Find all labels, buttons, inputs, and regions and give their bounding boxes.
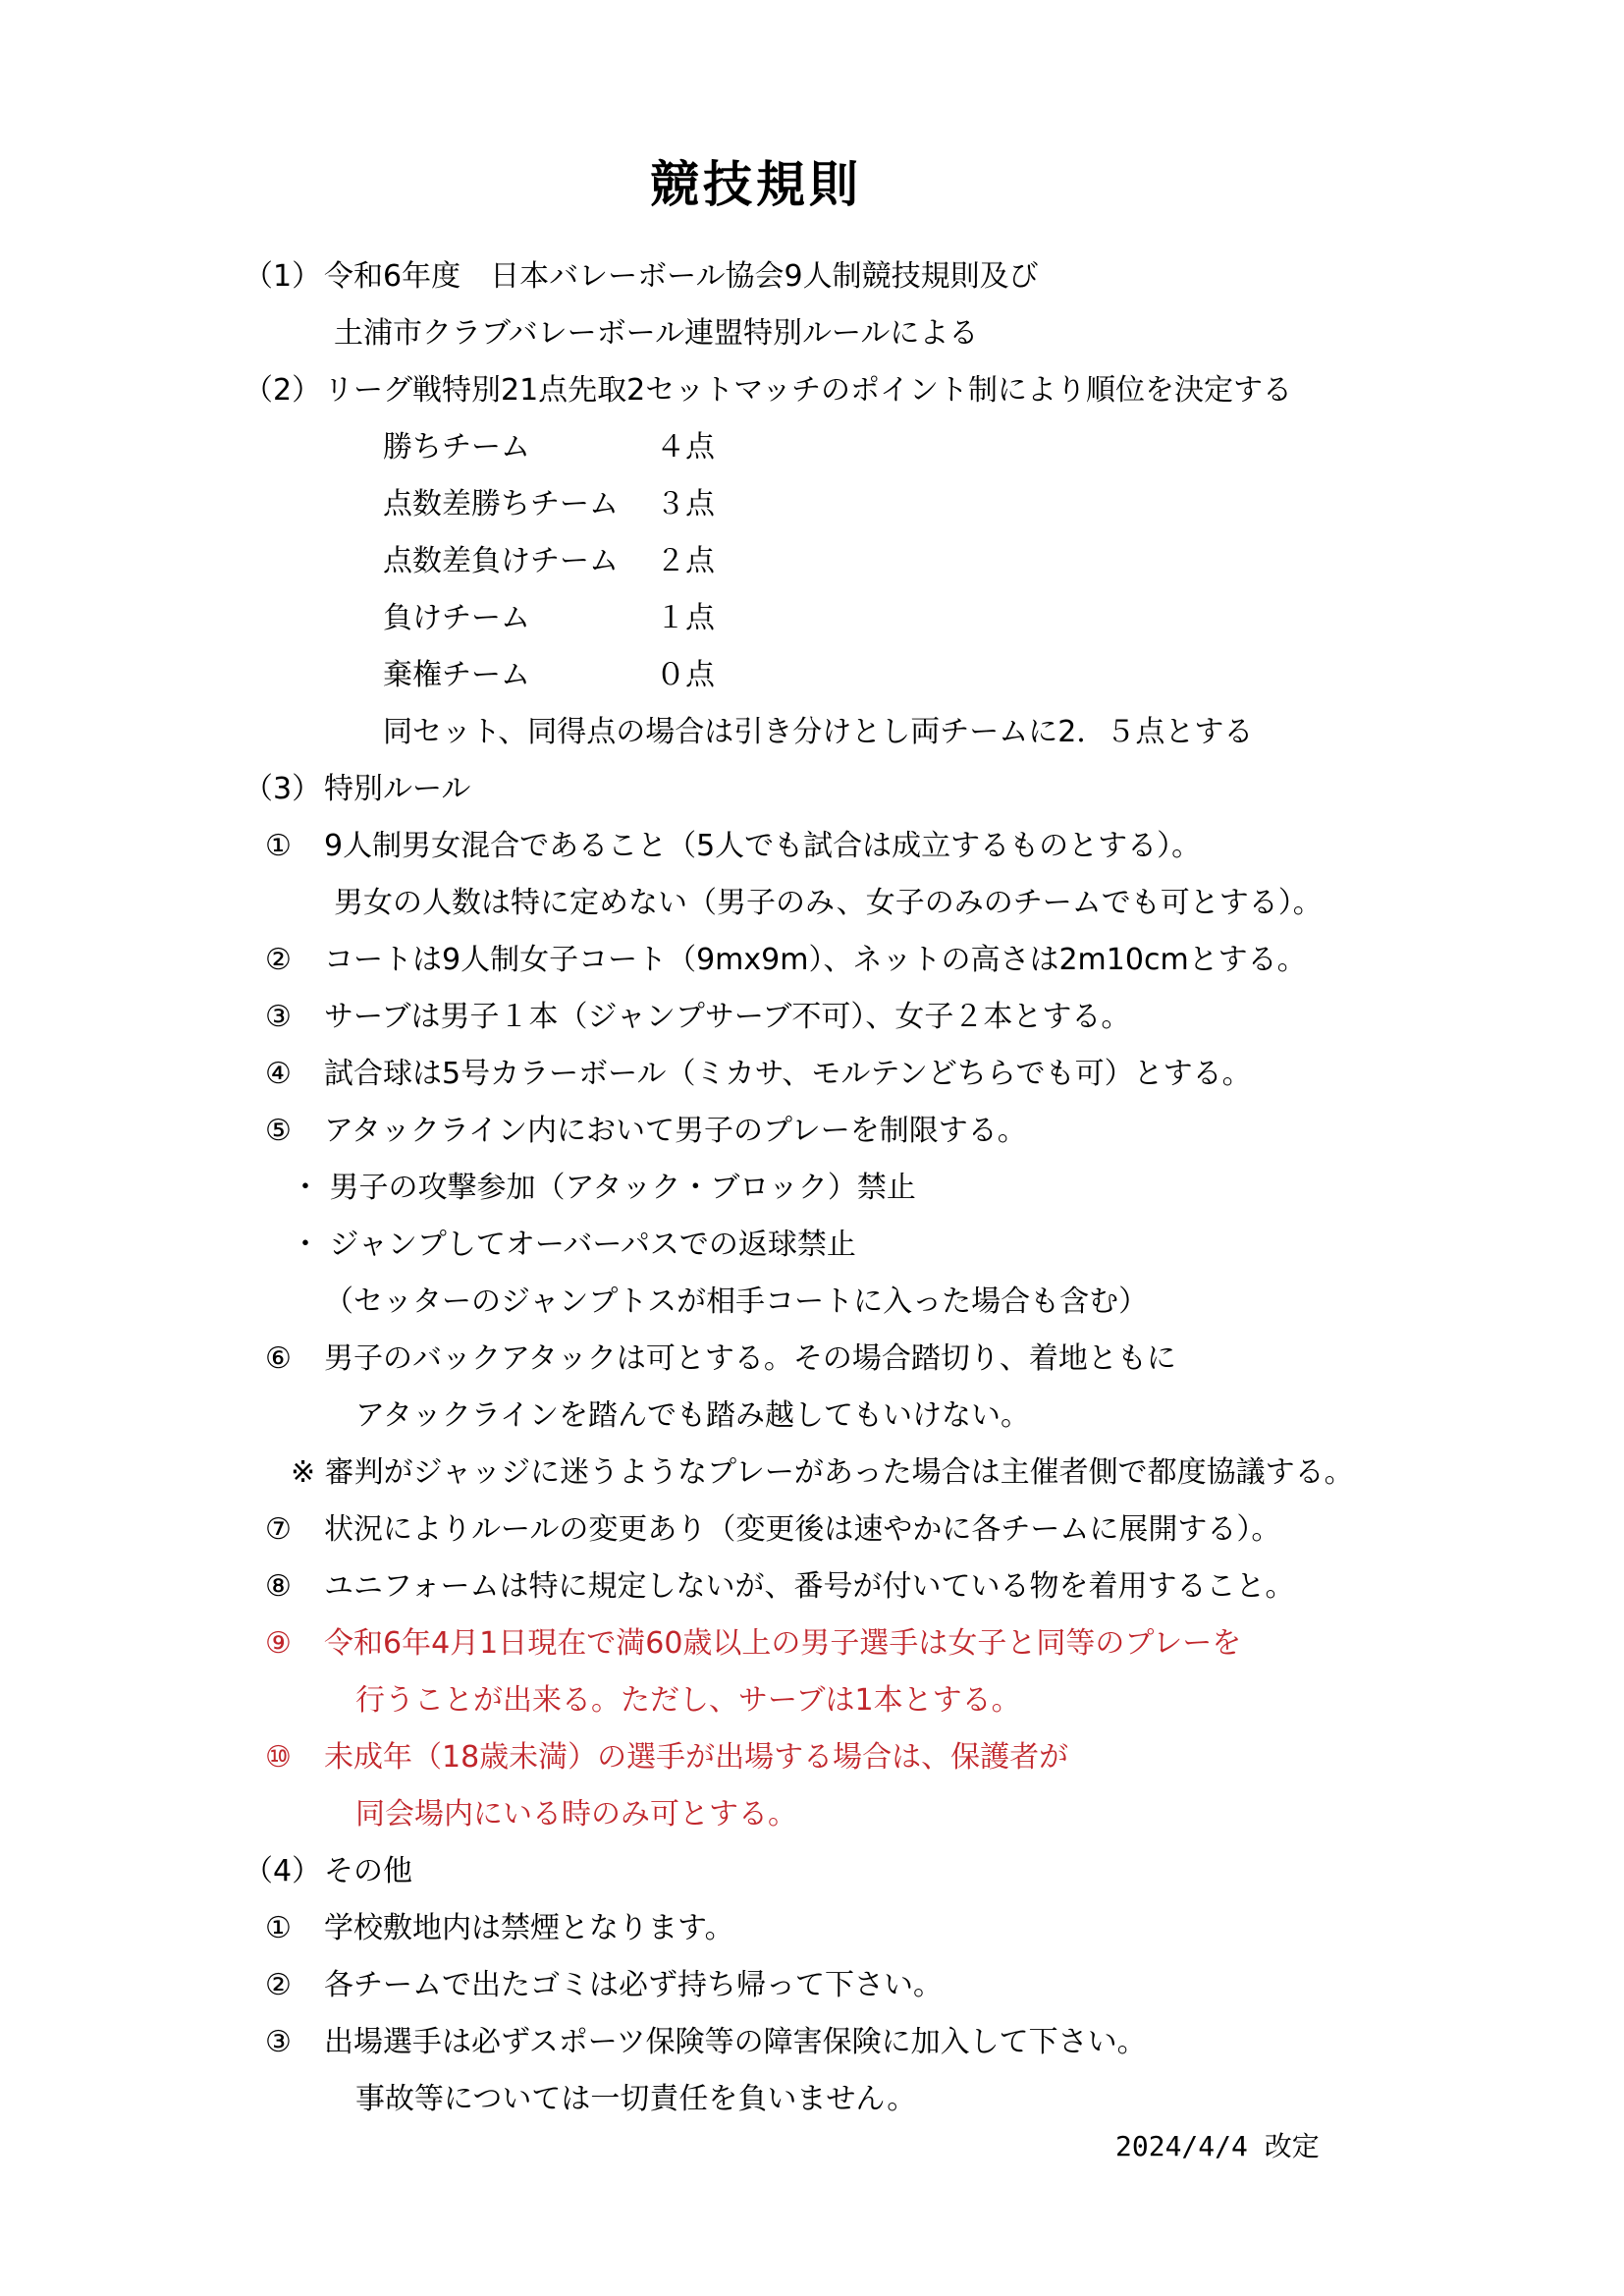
points-row-name: 棄権チーム: [383, 658, 530, 692]
rule-9-line-1: 令和6年4月1日現在で満60歳以上の男子選手は女子と同等のプレーを: [324, 1626, 1242, 1661]
rule-number: ②: [265, 943, 292, 977]
rule-number: ⑩: [265, 1740, 292, 1775]
rule-number: ①: [265, 829, 292, 863]
section-3-note: ※ 審判がジャッジに迷うようなプレーがあった場合は主催者側で都度協議する。: [291, 1455, 1354, 1490]
points-row-name: 勝ちチーム: [383, 430, 530, 465]
section-4-title: その他: [324, 1854, 412, 1888]
points-row-value: １点: [656, 601, 715, 635]
other-1-line-1: 学校敷地内は禁煙となります。: [324, 1911, 734, 1945]
item-number: ①: [265, 1911, 292, 1945]
rule-number: ⑦: [265, 1512, 292, 1547]
points-row-value: ２点: [656, 544, 715, 578]
rule-5-line-1: アタックライン内において男子のプレーを制限する。: [324, 1114, 1027, 1148]
rule-3-line-1: サーブは男子１本（ジャンプサーブ不可）、女子２本とする。: [324, 1000, 1131, 1034]
rule-4-line-1: 試合球は5号カラーボール（ミカサ、モルテンどちらでも可）とする。: [324, 1057, 1252, 1091]
other-2-line-1: 各チームで出たゴミは必ず持ち帰って下さい。: [324, 1968, 943, 2002]
points-row-name: 点数差勝ちチーム: [383, 487, 619, 521]
revision-date: 2024/4/4 改定: [1115, 2130, 1320, 2162]
rule-number: ⑨: [265, 1626, 292, 1661]
section-1-label: （1）: [244, 259, 322, 294]
rule-5-bullet-1: ・ 男子の攻撃参加（アタック・ブロック）禁止: [291, 1171, 916, 1205]
section-2-label: （2）: [244, 373, 322, 408]
rule-number: ④: [265, 1057, 292, 1091]
points-row-name: 負けチーム: [383, 601, 530, 635]
section-3-title: 特別ルール: [324, 772, 471, 806]
rule-5-bullet-2: ・ ジャンプしてオーバーパスでの返球禁止: [291, 1228, 856, 1262]
rule-5-bullet-2-note: （セッターのジャンプトスが相手コートに入った場合も含む）: [324, 1285, 1149, 1319]
other-3-line-1: 出場選手は必ずスポーツ保険等の障害保険に加入して下さい。: [324, 2025, 1147, 2059]
points-row-value: ０点: [656, 658, 715, 692]
rule-6-line-2: アタックラインを踏んでも踏み越してもいけない。: [355, 1398, 1030, 1433]
other-3-line-2: 事故等については一切責任を負いません。: [355, 2082, 917, 2116]
section-1-line-1: 令和6年度 日本バレーボール協会9人制競技規則及び: [324, 259, 1039, 294]
item-number: ②: [265, 1968, 292, 2002]
section-2-note: 同セット、同得点の場合は引き分けとし両チームに2．５点とする: [383, 715, 1254, 749]
rule-7-line-1: 状況によりルールの変更あり（変更後は速やかに各チームに展開する）。: [324, 1512, 1281, 1547]
section-3-label: （3）: [244, 772, 322, 806]
rule-number: ⑥: [265, 1341, 292, 1376]
rule-6-line-1: 男子のバックアタックは可とする。その場合踏切り、着地ともに: [324, 1341, 1176, 1376]
section-1-line-2: 土浦市クラブバレーボール連盟特別ルールによる: [334, 316, 979, 351]
item-number: ③: [265, 2025, 292, 2059]
rule-10-line-1: 未成年（18歳未満）の選手が出場する場合は、保護者が: [324, 1740, 1069, 1775]
rule-number: ⑧: [265, 1569, 292, 1604]
rule-1-line-2: 男女の人数は特に定めない（男子のみ、女子のみのチームでも可とする）。: [334, 886, 1323, 920]
rule-9-line-2: 行うことが出来る。ただし、サーブは1本とする。: [355, 1683, 1021, 1718]
points-row-name: 点数差負けチーム: [383, 544, 619, 578]
rule-2-line-1: コートは9人制女子コート（9mx9m）、ネットの高さは2m10cmとする。: [324, 943, 1307, 977]
rule-8-line-1: ユニフォームは特に規定しないが、番号が付いている物を着用すること。: [324, 1569, 1295, 1604]
points-row-value: ４点: [656, 430, 715, 465]
points-row-value: ３点: [656, 487, 715, 521]
section-4-label: （4）: [244, 1854, 322, 1888]
rule-10-line-2: 同会場内にいる時のみ可とする。: [355, 1797, 797, 1831]
section-2-line-1: リーグ戦特別21点先取2セットマッチのポイント制により順位を決定する: [324, 373, 1293, 408]
rule-1-line-1: 9人制男女混合であること（5人でも試合は成立するものとする）。: [324, 829, 1202, 863]
page-title: 競技規則: [650, 156, 862, 213]
rule-number: ③: [265, 1000, 292, 1034]
rule-number: ⑤: [265, 1114, 292, 1148]
